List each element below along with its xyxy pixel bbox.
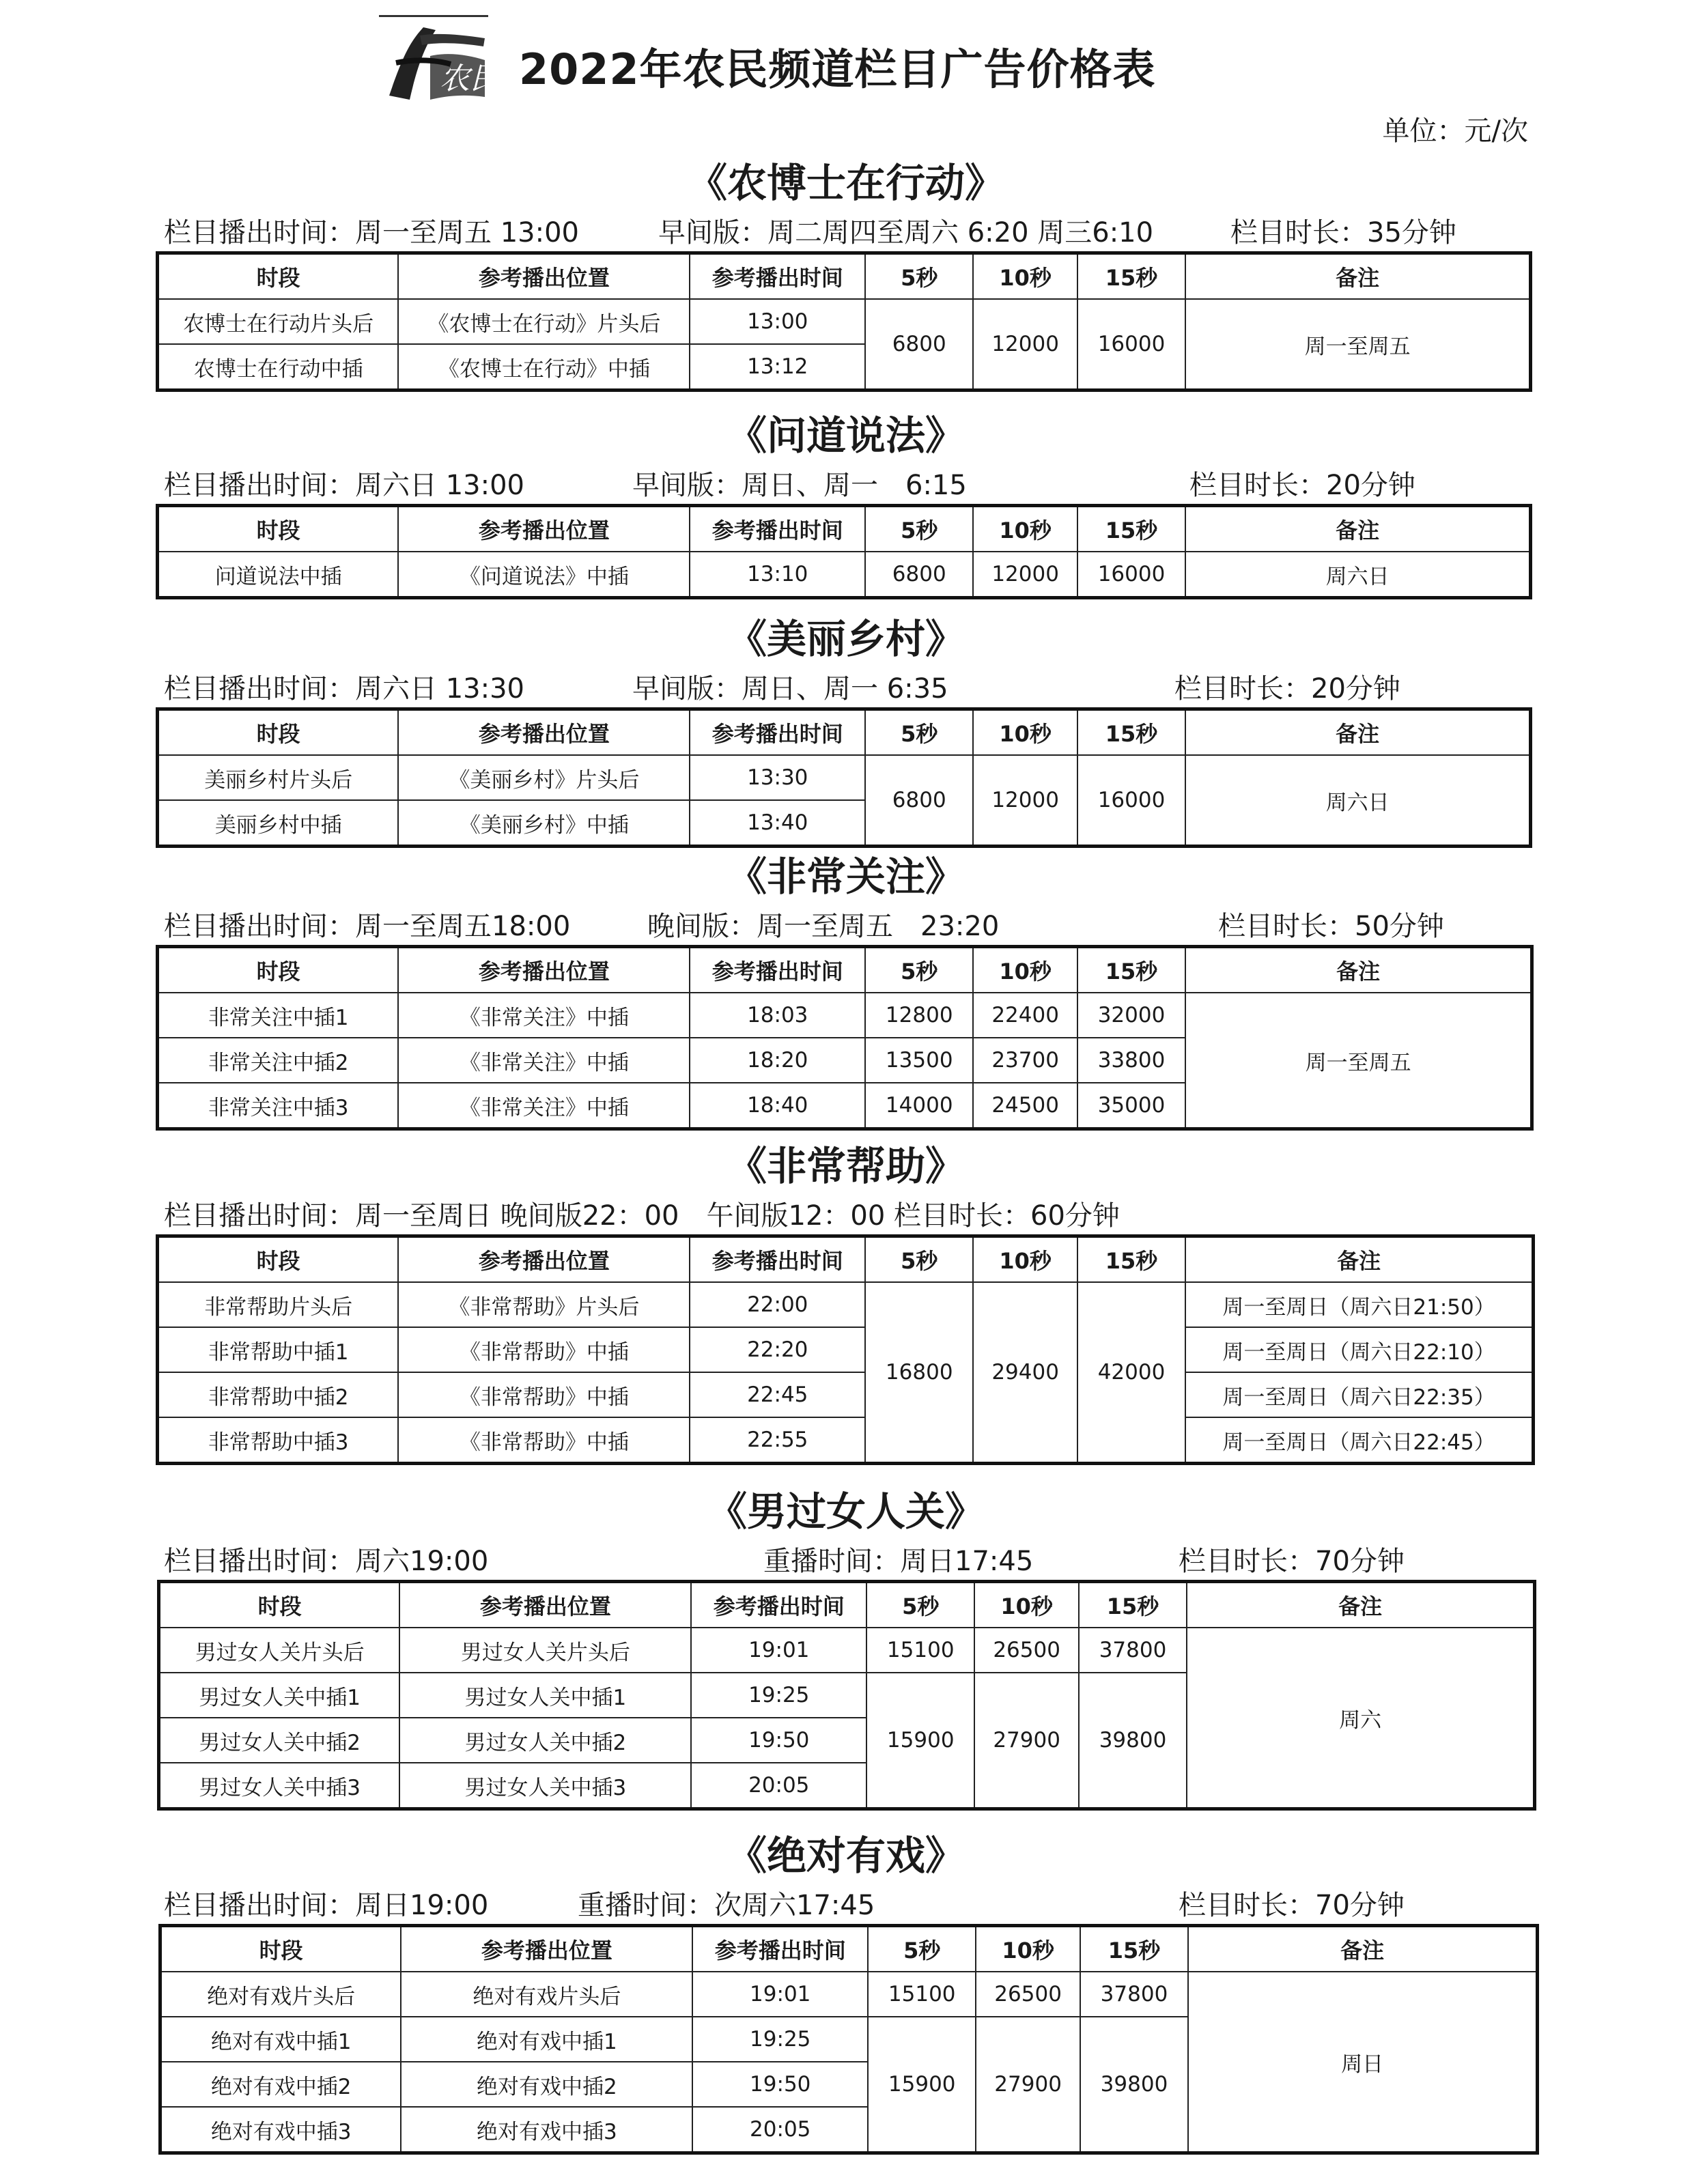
table-cell: 绝对有戏中插2: [160, 2062, 401, 2107]
table-cell: 29400: [973, 1282, 1077, 1464]
column-header: 15秒: [1077, 1236, 1185, 1283]
alt-edition-time: 重播时间：周日17:45: [763, 1546, 1034, 1577]
schedule-line: [0, 216, 1692, 250]
table-cell: 周六日: [1185, 755, 1530, 847]
table-cell: 农博士在行动片头后: [158, 299, 399, 344]
schedule-line: [0, 909, 1692, 944]
duration: 栏目时长：20分钟: [1189, 470, 1415, 501]
table-cell: 非常关注中插3: [158, 1083, 399, 1129]
column-header: 参考播出时间: [690, 253, 865, 300]
column-header: 参考播出位置: [398, 506, 690, 552]
table-cell: 绝对有戏中插3: [160, 2107, 401, 2153]
table-cell: 13:40: [690, 800, 865, 847]
section-4: [0, 844, 1692, 1131]
duration: 栏目时长：20分钟: [1174, 673, 1400, 705]
table-cell: 非常关注中插2: [158, 1038, 399, 1083]
table-cell: 22:20: [690, 1327, 865, 1372]
broadcast-time: 栏目播出时间：周日19:00: [164, 1890, 489, 1921]
header-row: [158, 947, 1532, 993]
column-header: 10秒: [973, 253, 1077, 300]
table-cell: 22:00: [690, 1282, 865, 1327]
section-title: 《农博士在行动》: [687, 160, 1004, 206]
section-title: 《非常帮助》: [727, 1143, 965, 1189]
table-cell: 33800: [1077, 1038, 1185, 1083]
table-cell: 6800: [865, 755, 973, 847]
schedule-line: [0, 1199, 1692, 1233]
table-cell: 23700: [973, 1038, 1077, 1083]
table-cell: 16000: [1077, 755, 1185, 847]
column-header: 15秒: [1079, 1582, 1187, 1628]
table-cell: 男过女人关中插3: [159, 1763, 400, 1809]
table-cell: 《农博士在行动》中插: [398, 344, 690, 391]
broadcast-time: 栏目播出时间：周一至周五18:00: [164, 911, 571, 942]
column-header: 时段: [158, 253, 399, 300]
table-cell: 绝对有戏片头后: [401, 1972, 692, 2017]
table-cell: 12000: [973, 299, 1077, 391]
table-cell: 美丽乡村片头后: [158, 755, 399, 800]
section-1: [0, 150, 1692, 392]
table-cell: 周一至周日（周六日22:45）: [1185, 1417, 1533, 1464]
column-header: 备注: [1185, 506, 1530, 552]
table-cell: 6800: [865, 552, 973, 598]
column-header: 参考播出位置: [398, 709, 690, 756]
duration: 栏目时长：70分钟: [1179, 1890, 1405, 1921]
column-header: 15秒: [1077, 947, 1185, 993]
table-cell: 周日: [1188, 1972, 1537, 2153]
header-row: [158, 709, 1531, 756]
header-row: [158, 506, 1531, 552]
table-row: [158, 299, 1531, 344]
table-row: [158, 993, 1532, 1038]
table-cell: 《非常帮助》片头后: [398, 1282, 690, 1327]
table-cell: 18:40: [690, 1083, 865, 1129]
table-cell: 男过女人关中插1: [399, 1673, 691, 1718]
table-row: [160, 1972, 1538, 2017]
price-table: [156, 707, 1532, 848]
column-header: 10秒: [973, 947, 1077, 993]
alt-edition-time: 早间版：周日、周一 6:35: [632, 673, 948, 705]
table-row: [159, 1628, 1535, 1673]
broadcast-time: 栏目播出时间：周一至周日 晚间版22：00 午间版12：00 栏目时长：60分钟: [164, 1200, 1120, 1232]
table-cell: 20:05: [691, 1763, 866, 1809]
column-header: 10秒: [973, 1236, 1077, 1283]
table-cell: 《问道说法》中插: [398, 552, 690, 598]
section-5: [0, 1133, 1692, 1465]
table-cell: 13:10: [690, 552, 865, 598]
price-table: [157, 1580, 1536, 1811]
column-header: 参考播出时间: [690, 506, 865, 552]
page-header: [0, 0, 1692, 157]
broadcast-time: 栏目播出时间：周六日 13:00: [164, 470, 524, 501]
table-cell: 19:25: [691, 1673, 866, 1718]
table-cell: 6800: [865, 299, 973, 391]
table-cell: 22:45: [690, 1372, 865, 1417]
table-cell: 15100: [868, 1972, 976, 2017]
column-header: 15秒: [1077, 506, 1185, 552]
header-row: [159, 1582, 1535, 1628]
column-header: 15秒: [1080, 1926, 1188, 1972]
table-cell: 24500: [973, 1083, 1077, 1129]
column-header: 10秒: [974, 1582, 1078, 1628]
alt-edition-time: 早间版：周二周四至周六 6:20 周三6:10: [658, 217, 1154, 249]
table-cell: 男过女人关片头后: [159, 1628, 400, 1673]
column-header: 备注: [1188, 1926, 1537, 1972]
duration: 栏目时长：35分钟: [1230, 217, 1456, 249]
table-cell: 男过女人关中插1: [159, 1673, 400, 1718]
column-header: 参考播出位置: [398, 1236, 690, 1283]
broadcast-time: 栏目播出时间：周六19:00: [164, 1546, 489, 1577]
table-cell: 绝对有戏中插2: [401, 2062, 692, 2107]
table-cell: 《美丽乡村》片头后: [398, 755, 690, 800]
table-cell: 周一至周日（周六日21:50）: [1185, 1282, 1533, 1327]
table-cell: 18:20: [690, 1038, 865, 1083]
table-cell: 非常帮助片头后: [158, 1282, 399, 1327]
column-header: 备注: [1185, 1236, 1533, 1283]
price-table: [156, 251, 1532, 392]
table-cell: 16800: [865, 1282, 973, 1464]
table-cell: 绝对有戏中插1: [401, 2017, 692, 2062]
table-cell: 37800: [1080, 1972, 1188, 2017]
column-header: 参考播出位置: [401, 1926, 692, 1972]
duration: 栏目时长：70分钟: [1179, 1546, 1405, 1577]
column-header: 10秒: [976, 1926, 1080, 1972]
column-header: 时段: [158, 709, 399, 756]
table-cell: 周一至周五: [1185, 993, 1532, 1129]
table-cell: 16000: [1077, 299, 1185, 391]
table-cell: 15900: [866, 1673, 974, 1809]
table-row: [158, 1282, 1534, 1327]
table-cell: 男过女人关中插2: [159, 1718, 400, 1763]
table-cell: 周一至周日（周六日22:35）: [1185, 1372, 1533, 1417]
column-header: 参考播出时间: [690, 947, 865, 993]
column-header: 5秒: [868, 1926, 976, 1972]
column-header: 5秒: [865, 506, 973, 552]
table-cell: 男过女人关中插3: [399, 1763, 691, 1809]
column-header: 时段: [158, 506, 399, 552]
broadcast-time: 栏目播出时间：周六日 13:30: [164, 673, 524, 705]
table-cell: 19:01: [692, 1972, 868, 2017]
table-cell: 周一至周五: [1185, 299, 1530, 391]
table-cell: 13500: [865, 1038, 973, 1083]
table-cell: 15900: [868, 2017, 976, 2153]
column-header: 备注: [1187, 1582, 1534, 1628]
table-cell: 《美丽乡村》中插: [398, 800, 690, 847]
table-cell: 39800: [1079, 1673, 1187, 1809]
table-cell: 39800: [1080, 2017, 1188, 2153]
column-header: 参考播出时间: [692, 1926, 868, 1972]
column-header: 5秒: [865, 947, 973, 993]
column-header: 10秒: [973, 709, 1077, 756]
column-header: 5秒: [865, 709, 973, 756]
table-cell: 男过女人关片头后: [399, 1628, 691, 1673]
table-cell: 《非常帮助》中插: [398, 1327, 690, 1372]
header-row: [158, 253, 1531, 300]
schedule-line: [0, 468, 1692, 502]
price-table: [158, 1924, 1539, 2155]
table-cell: 绝对有戏中插3: [401, 2107, 692, 2153]
table-cell: 22400: [973, 993, 1077, 1038]
section-6: [0, 1479, 1692, 1811]
table-cell: 周六日: [1185, 552, 1530, 598]
column-header: 时段: [159, 1582, 400, 1628]
table-cell: 19:50: [692, 2062, 868, 2107]
table-row: [158, 1417, 1534, 1464]
table-cell: 22:55: [690, 1417, 865, 1464]
unit-label: 单位：元/次: [1382, 115, 1528, 147]
table-cell: 12000: [973, 552, 1077, 598]
duration: 栏目时长：50分钟: [1218, 911, 1444, 942]
section-3: [0, 606, 1692, 848]
section-title: 《非常关注》: [727, 853, 965, 900]
table-row: [158, 755, 1531, 800]
column-header: 5秒: [865, 253, 973, 300]
table-cell: 13:12: [690, 344, 865, 391]
table-cell: 《农博士在行动》片头后: [398, 299, 690, 344]
price-table: [156, 504, 1532, 599]
column-header: 参考播出位置: [398, 947, 690, 993]
table-cell: 农博士在行动中插: [158, 344, 399, 391]
table-cell: 《非常关注》中插: [398, 1083, 690, 1129]
column-header: 时段: [158, 1236, 399, 1283]
table-cell: 19:50: [691, 1718, 866, 1763]
schedule-line: [0, 1888, 1692, 1923]
table-cell: 16000: [1077, 552, 1185, 598]
alt-edition-time: 重播时间：次周六17:45: [578, 1890, 875, 1921]
table-cell: 26500: [974, 1628, 1078, 1673]
column-header: 时段: [158, 947, 399, 993]
column-header: 参考播出时间: [691, 1582, 866, 1628]
column-header: 5秒: [866, 1582, 974, 1628]
alt-edition-time: 早间版：周日、周一 6:15: [632, 470, 967, 501]
table-cell: 18:03: [690, 993, 865, 1038]
channel-logo: [382, 15, 500, 104]
table-cell: 美丽乡村中插: [158, 800, 399, 847]
table-row: [158, 1372, 1534, 1417]
alt-edition-time: 晚间版：周一至周五 23:20: [647, 911, 1000, 942]
schedule-line: [0, 1544, 1692, 1578]
column-header: 时段: [160, 1926, 401, 1972]
table-cell: 19:01: [691, 1628, 866, 1673]
table-cell: 周六: [1187, 1628, 1534, 1809]
table-row: [158, 552, 1531, 598]
page-title: 2022年农民频道栏目广告价格表: [519, 44, 1156, 94]
column-header: 参考播出时间: [690, 1236, 865, 1283]
table-cell: 37800: [1079, 1628, 1187, 1673]
table-cell: 非常帮助中插2: [158, 1372, 399, 1417]
table-cell: 周一至周日（周六日22:10）: [1185, 1327, 1533, 1372]
table-cell: 男过女人关中插2: [399, 1718, 691, 1763]
column-header: 参考播出位置: [398, 253, 690, 300]
table-cell: 《非常关注》中插: [398, 1038, 690, 1083]
table-cell: 绝对有戏中插1: [160, 2017, 401, 2062]
table-cell: 《非常帮助》中插: [398, 1417, 690, 1464]
column-header: 备注: [1185, 253, 1530, 300]
column-header: 参考播出位置: [399, 1582, 691, 1628]
table-cell: 42000: [1077, 1282, 1185, 1464]
table-row: [158, 1327, 1534, 1372]
section-7: [0, 1823, 1692, 2155]
column-header: 15秒: [1077, 709, 1185, 756]
header-row: [158, 1236, 1534, 1283]
table-cell: 20:05: [692, 2107, 868, 2153]
table-cell: 12000: [973, 755, 1077, 847]
section-title: 《美丽乡村》: [727, 616, 965, 662]
table-cell: 35000: [1077, 1083, 1185, 1129]
table-cell: 绝对有戏片头后: [160, 1972, 401, 2017]
column-header: 参考播出时间: [690, 709, 865, 756]
table-cell: 27900: [976, 2017, 1080, 2153]
column-header: 备注: [1185, 947, 1532, 993]
table-cell: 非常帮助中插1: [158, 1327, 399, 1372]
table-cell: 27900: [974, 1673, 1078, 1809]
table-cell: 12800: [865, 993, 973, 1038]
table-cell: 13:00: [690, 299, 865, 344]
table-cell: 《非常关注》中插: [398, 993, 690, 1038]
price-table: [156, 945, 1534, 1131]
schedule-line: [0, 672, 1692, 706]
column-header: 备注: [1185, 709, 1530, 756]
table-cell: 14000: [865, 1083, 973, 1129]
price-table: [156, 1234, 1535, 1465]
table-cell: 26500: [976, 1972, 1080, 2017]
table-cell: 15100: [866, 1628, 974, 1673]
section-title: 《绝对有戏》: [727, 1832, 965, 1879]
column-header: 5秒: [865, 1236, 973, 1283]
column-header: 15秒: [1077, 253, 1185, 300]
table-cell: 13:30: [690, 755, 865, 800]
table-cell: 问道说法中插: [158, 552, 399, 598]
header-row: [160, 1926, 1538, 1972]
table-cell: 32000: [1077, 993, 1185, 1038]
section-title: 《男过女人关》: [707, 1488, 985, 1535]
table-cell: 19:25: [692, 2017, 868, 2062]
table-cell: 非常帮助中插3: [158, 1417, 399, 1464]
logo-text: 农民: [440, 61, 500, 96]
section-2: [0, 403, 1692, 599]
table-cell: 《非常帮助》中插: [398, 1372, 690, 1417]
table-cell: 非常关注中插1: [158, 993, 399, 1038]
column-header: 10秒: [973, 506, 1077, 552]
broadcast-time: 栏目播出时间：周一至周五 13:00: [164, 217, 579, 249]
section-title: 《问道说法》: [727, 412, 965, 459]
